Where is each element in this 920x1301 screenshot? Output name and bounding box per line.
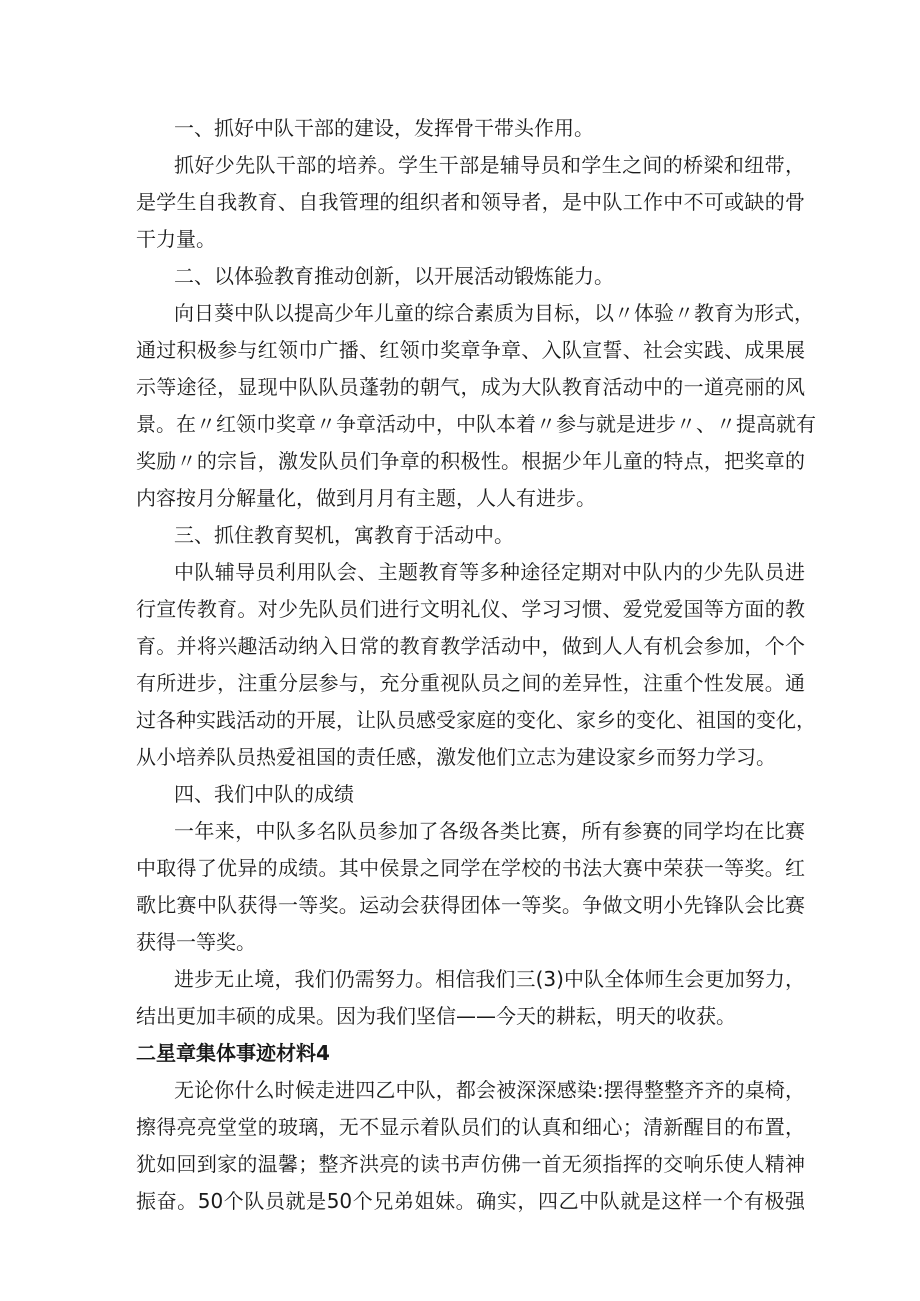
section-heading-4: 四、我们中队的成绩	[174, 782, 354, 806]
paragraph-line: 从小培养队员热爱祖国的责任感，激发他们立志为建设家乡而努力学习。	[136, 745, 776, 769]
closing-line: 结出更加丰硕的成果。因为我们坚信——今天的耕耘，明天的收获。	[136, 1004, 736, 1028]
paragraph-line: 是学生自我教育、自我管理的组织者和领导者，是中队工作中不可或缺的骨	[136, 190, 805, 214]
paragraph-line: 一年来，中队多名队员参加了各级各类比赛，所有参赛的同学均在比赛	[174, 819, 805, 843]
paragraph-line: 内容按月分解量化，做到月月有主题，人人有进步。	[136, 486, 596, 510]
paragraph-line: 向日葵中队以提高少年儿童的综合素质为目标，以〃体验〃教育为形式，	[174, 301, 814, 325]
paragraph-line: 过各种实践活动的开展，让队员感受家庭的变化、家乡的变化、祖国的变化，	[136, 708, 816, 732]
paragraph-line: 景。在〃红领巾奖章〃争章活动中，中队本着〃参与就是进步〃、〃提高就有	[136, 412, 816, 436]
paragraph-line: 示等途径，显现中队队员蓬勃的朝气，成为大队教育活动中的一道亮丽的风	[136, 375, 805, 399]
chapter-title: 二星章集体事迹材料4	[136, 1041, 330, 1065]
paragraph-line: 擦得亮亮堂堂的玻璃，无不显示着队员们的认真和细心；清新醒目的布置，	[136, 1115, 805, 1139]
paragraph-line: 获得一等奖。	[136, 930, 256, 954]
paragraph-line: 无论你什么时候走进四乙中队，都会被深深感染:摆得整整齐齐的桌椅，	[174, 1078, 805, 1102]
section-heading-3: 三、抓住教育契机，寓教育于活动中。	[174, 523, 514, 547]
paragraph-line: 奖励〃的宗旨，激发队员们争章的积极性。根据少年儿童的特点，把奖章的	[136, 449, 805, 473]
paragraph-line: 中取得了优异的成绩。其中侯景之同学在学校的书法大赛中荣获一等奖。红	[136, 856, 805, 880]
closing-line: 进步无止境，我们仍需努力。相信我们三(3)中队全体师生会更加努力，	[174, 967, 805, 991]
paragraph-line: 歌比赛中队获得一等奖。运动会获得团体一等奖。争做文明小先锋队会比赛	[136, 893, 805, 917]
paragraph-line: 中队辅导员利用队会、主题教育等多种途径定期对中队内的少先队员进	[174, 560, 805, 584]
section-heading-1: 一、抓好中队干部的建设，发挥骨干带头作用。	[174, 116, 594, 140]
paragraph-line: 有所进步，注重分层参与，充分重视队员之间的差异性，注重个性发展。通	[136, 671, 805, 695]
paragraph-line: 犹如回到家的温馨；整齐洪亮的读书声仿佛一首无须指挥的交响乐使人精神	[136, 1152, 805, 1176]
paragraph-line: 育。并将兴趣活动纳入日常的教育教学活动中，做到人人有机会参加，个个	[136, 634, 805, 658]
paragraph-line: 干力量。	[136, 227, 216, 251]
section-heading-2: 二、以体验教育推动创新，以开展活动锻炼能力。	[174, 264, 614, 288]
paragraph-line: 振奋。50个队员就是50个兄弟姐妹。确实，四乙中队就是这样一个有极强	[136, 1189, 805, 1213]
paragraph-line: 行宣传教育。对少先队员们进行文明礼仪、学习习惯、爱党爱国等方面的教	[136, 597, 805, 621]
paragraph-line: 通过积极参与红领巾广播、红领巾奖章争章、入队宣誓、社会实践、成果展	[136, 338, 805, 362]
paragraph-line: 抓好少先队干部的培养。学生干部是辅导员和学生之间的桥梁和纽带，	[174, 153, 805, 177]
